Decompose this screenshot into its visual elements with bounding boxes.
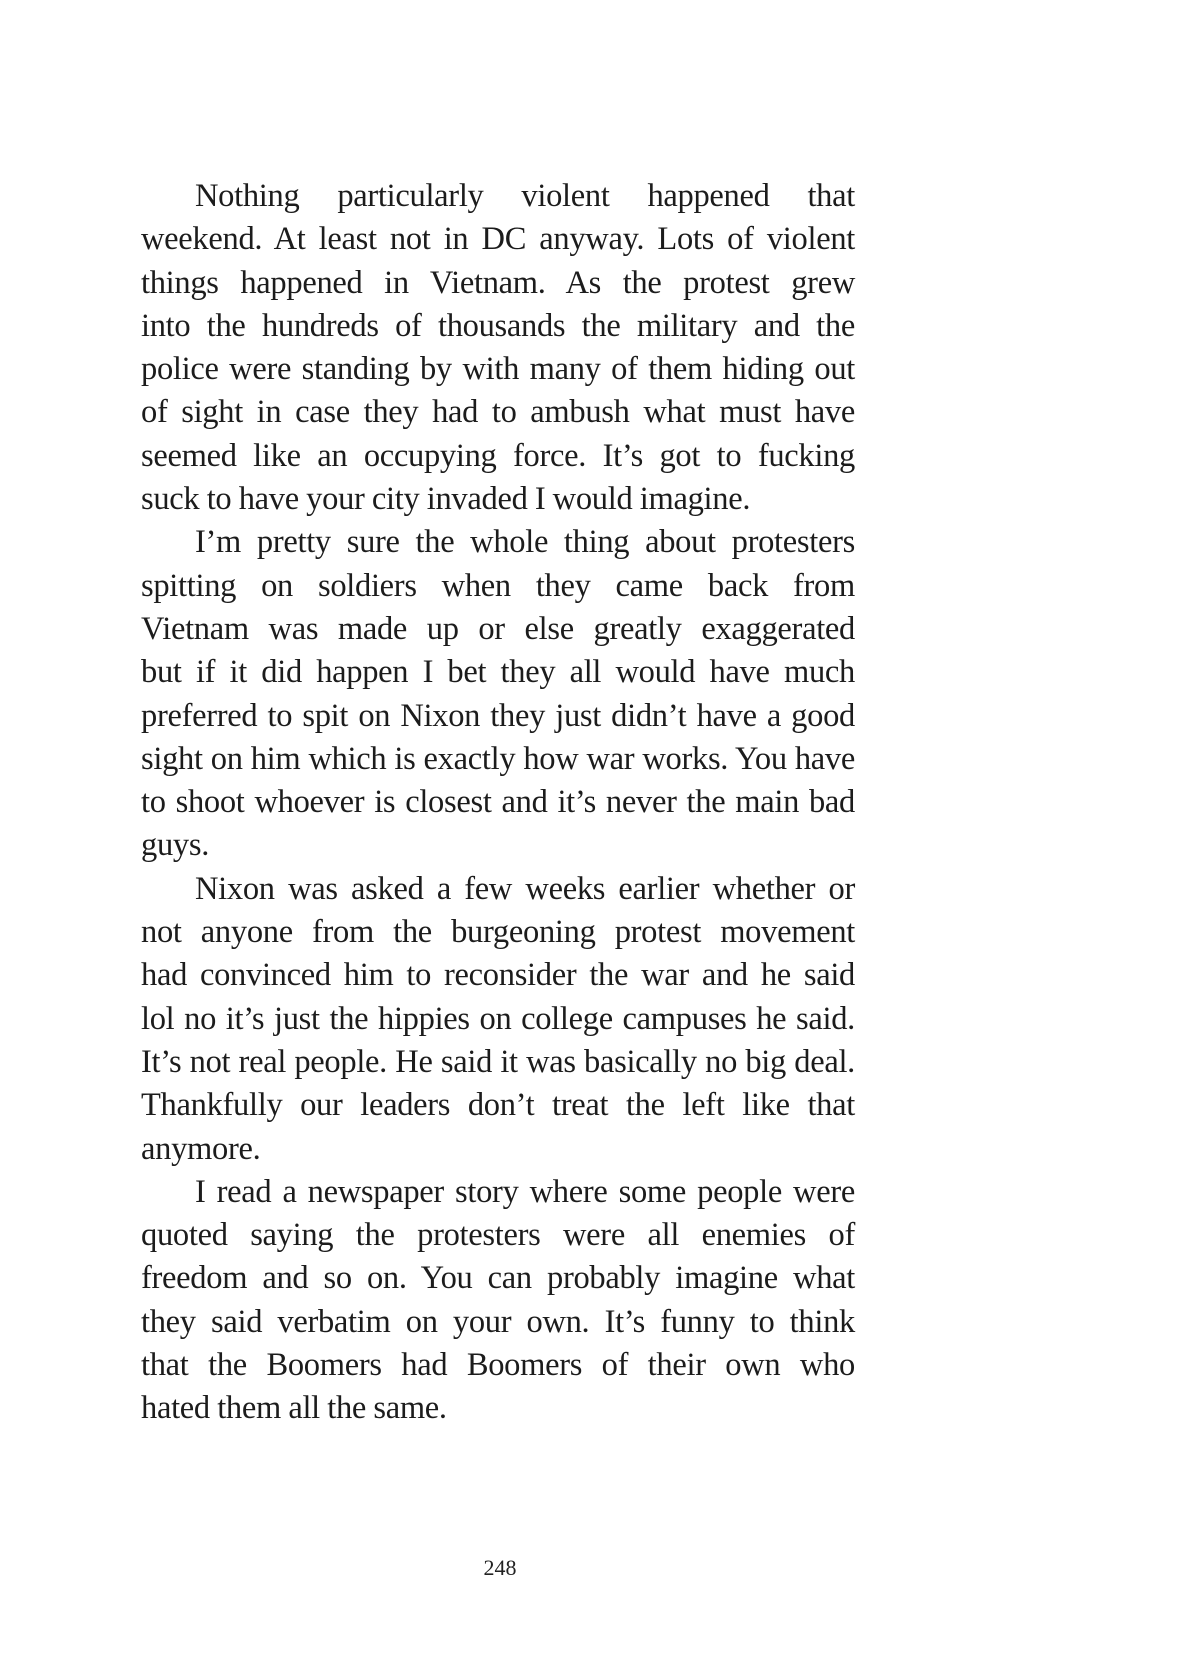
text-line: spitting on soldiers when they came back from: [141, 567, 855, 604]
text-line: police were standing by with many of them hiding out: [141, 351, 855, 388]
paragraph-3: [141, 868, 855, 1171]
text-line: Thankfully our leaders don’t treat the left like that: [141, 1087, 855, 1124]
paragraph-2: [141, 521, 855, 867]
text-line: had convinced him to reconsider the war and he said: [141, 957, 855, 994]
text-line: freedom and so on. You can probably imagine what: [141, 1260, 855, 1297]
paragraph-4: [141, 1171, 855, 1431]
page-number: 248: [483, 1555, 517, 1580]
text-line: suck to have your city invaded I would imagine.: [141, 481, 751, 518]
text-line: that the Boomers had Boomers of their own who: [141, 1347, 855, 1384]
text-line: I read a newspaper story where some people were: [195, 1173, 855, 1210]
paragraph-1: [141, 175, 855, 521]
text-line: not anyone from the burgeoning protest movement: [141, 914, 855, 951]
text-line: Vietnam was made up or else greatly exaggerated: [141, 610, 855, 647]
text-line: guys.: [141, 827, 210, 864]
text-line: lol no it’s just the hippies on college campuses he said.: [141, 1000, 855, 1037]
text-line: to shoot whoever is closest and it’s never the main bad: [141, 784, 855, 821]
text-line: of sight in case they had to ambush what must have: [141, 394, 855, 431]
text-line: Nothing particularly violent happened that: [195, 178, 855, 214]
text-line: hated them all the same.: [141, 1390, 447, 1427]
text-line: I’m pretty sure the whole thing about protesters: [195, 524, 855, 561]
text-line: Nixon was asked a few weeks earlier whether or: [195, 870, 855, 907]
text-line: preferred to spit on Nixon they just didn’t have a good: [141, 697, 855, 734]
text-line: anymore.: [141, 1130, 261, 1167]
text-line: seemed like an occupying force. It’s got to fucking: [141, 437, 855, 474]
text-line: things happened in Vietnam. As the protest grew: [141, 264, 855, 301]
text-line: sight on him which is exactly how war works. You have: [141, 740, 855, 777]
text-line: quoted saying the protesters were all enemies of: [141, 1217, 855, 1254]
text-line: they said verbatim on your own. It’s funny to think: [141, 1303, 855, 1340]
text-line: into the hundreds of thousands the military and the: [141, 307, 855, 344]
text-line: It’s not real people. He said it was basically no big deal.: [141, 1043, 855, 1080]
text-line: weekend. At least not in DC anyway. Lots of violent: [141, 221, 855, 258]
text-line: but if it did happen I bet they all would have much: [141, 654, 855, 691]
body-text: [141, 175, 855, 1431]
